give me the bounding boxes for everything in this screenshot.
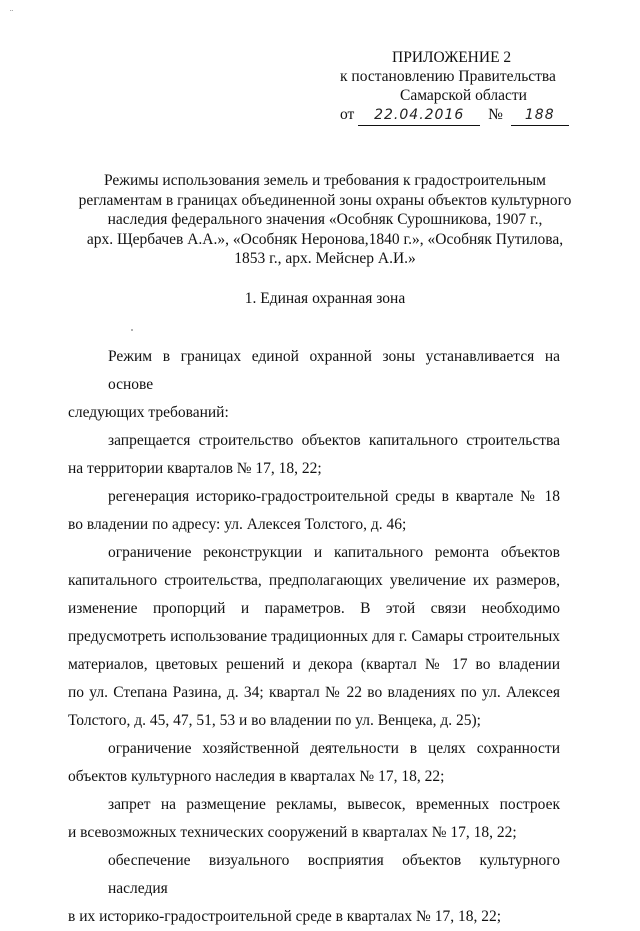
paragraph-line: ограничение хозяйственной деятельности в целях сохранности <box>108 740 560 757</box>
paragraph-line: запрет на размещение рекламы, вывесок, временных построек <box>108 796 560 813</box>
scan-dot <box>131 329 133 331</box>
paragraph-line: по ул. Степана Разина, д. 34; квартал № 22 во владениях по ул. Алексея <box>68 684 560 701</box>
paragraph-line: объектов культурного наследия в кварталах № 17, 18, 22; <box>68 768 445 785</box>
paragraph <box>68 483 560 539</box>
number-sign: № <box>488 106 503 123</box>
paragraph-line: ограничение реконструкции и капитального ремонта объектов <box>108 544 560 561</box>
paragraph <box>68 791 560 847</box>
handwritten-number: 188 <box>511 106 569 126</box>
appendix-resolution-line: к постановлению Правительства <box>340 68 556 85</box>
appendix-header <box>340 48 600 126</box>
paragraph-line: капитального строительства, предполагающих увеличение их размеров, <box>68 572 560 589</box>
corner-mark: ¨ <box>10 8 13 18</box>
appendix-region-line: Самарской области <box>400 87 527 104</box>
paragraph-line: регенерация историко-градостроительной среды в квартале № 18 <box>108 488 560 505</box>
paragraph <box>68 343 560 427</box>
heading-line: регламентам в границах объединенной зоны охраны объектов культурного <box>78 191 572 209</box>
paragraph-line: на территории кварталов № 17, 18, 22; <box>68 460 322 477</box>
paragraph-line: следующих требований: <box>68 404 229 421</box>
paragraph-line: предусмотреть использование традиционных для г. Самары строительных <box>68 628 560 645</box>
appendix-title: ПРИЛОЖЕНИЕ 2 <box>392 49 512 66</box>
document-heading <box>60 171 590 269</box>
section-title: 1. Единая охранная зона <box>244 290 406 307</box>
appendix-reference-line <box>340 105 600 126</box>
paragraph-line: материалов, цветовых решений и декора (квартал № 17 во владении <box>68 656 560 673</box>
document-body <box>68 343 560 931</box>
heading-line: 1853 г., арх. Мейснер А.И.» <box>234 250 416 267</box>
paragraph-line: в их историко-градостроительной среде в кварталах № 17, 18, 22; <box>68 908 502 925</box>
ref-prefix: от <box>340 106 355 123</box>
paragraph-line: изменение пропорций и параметров. В этой связи необходимо <box>68 600 560 617</box>
paragraph-line: во владении по адресу: ул. Алексея Толстого, д. 46; <box>68 516 407 533</box>
paragraph <box>68 847 560 931</box>
paragraph <box>68 735 560 791</box>
paragraph-line: запрещается строительство объектов капитального строительства <box>108 432 560 449</box>
paragraph-line: и всевозможных технических сооружений в кварталах № 17, 18, 22; <box>68 824 517 841</box>
paragraph <box>68 539 560 735</box>
handwritten-date: 22.04.2016 <box>358 106 480 126</box>
paragraph-line: обеспечение визуального восприятия объектов культурного наследия <box>108 852 560 897</box>
paragraph-line: Толстого, д. 45, 47, 51, 53 и во владении по ул. Венцека, д. 25); <box>68 712 481 729</box>
heading-line: наследия федерального значения «Особняк Сурошникова, 1907 г., <box>107 211 543 228</box>
heading-line: арх. Щербачев А.А.», «Особняк Неронова,1840 г.», «Особняк Путилова, <box>86 230 564 248</box>
heading-line: Режимы использования земель и требования к градостроительным <box>104 172 546 189</box>
paragraph-line: Режим в границах единой охранной зоны устанавливается на основе <box>108 348 560 393</box>
paragraph <box>68 427 560 483</box>
